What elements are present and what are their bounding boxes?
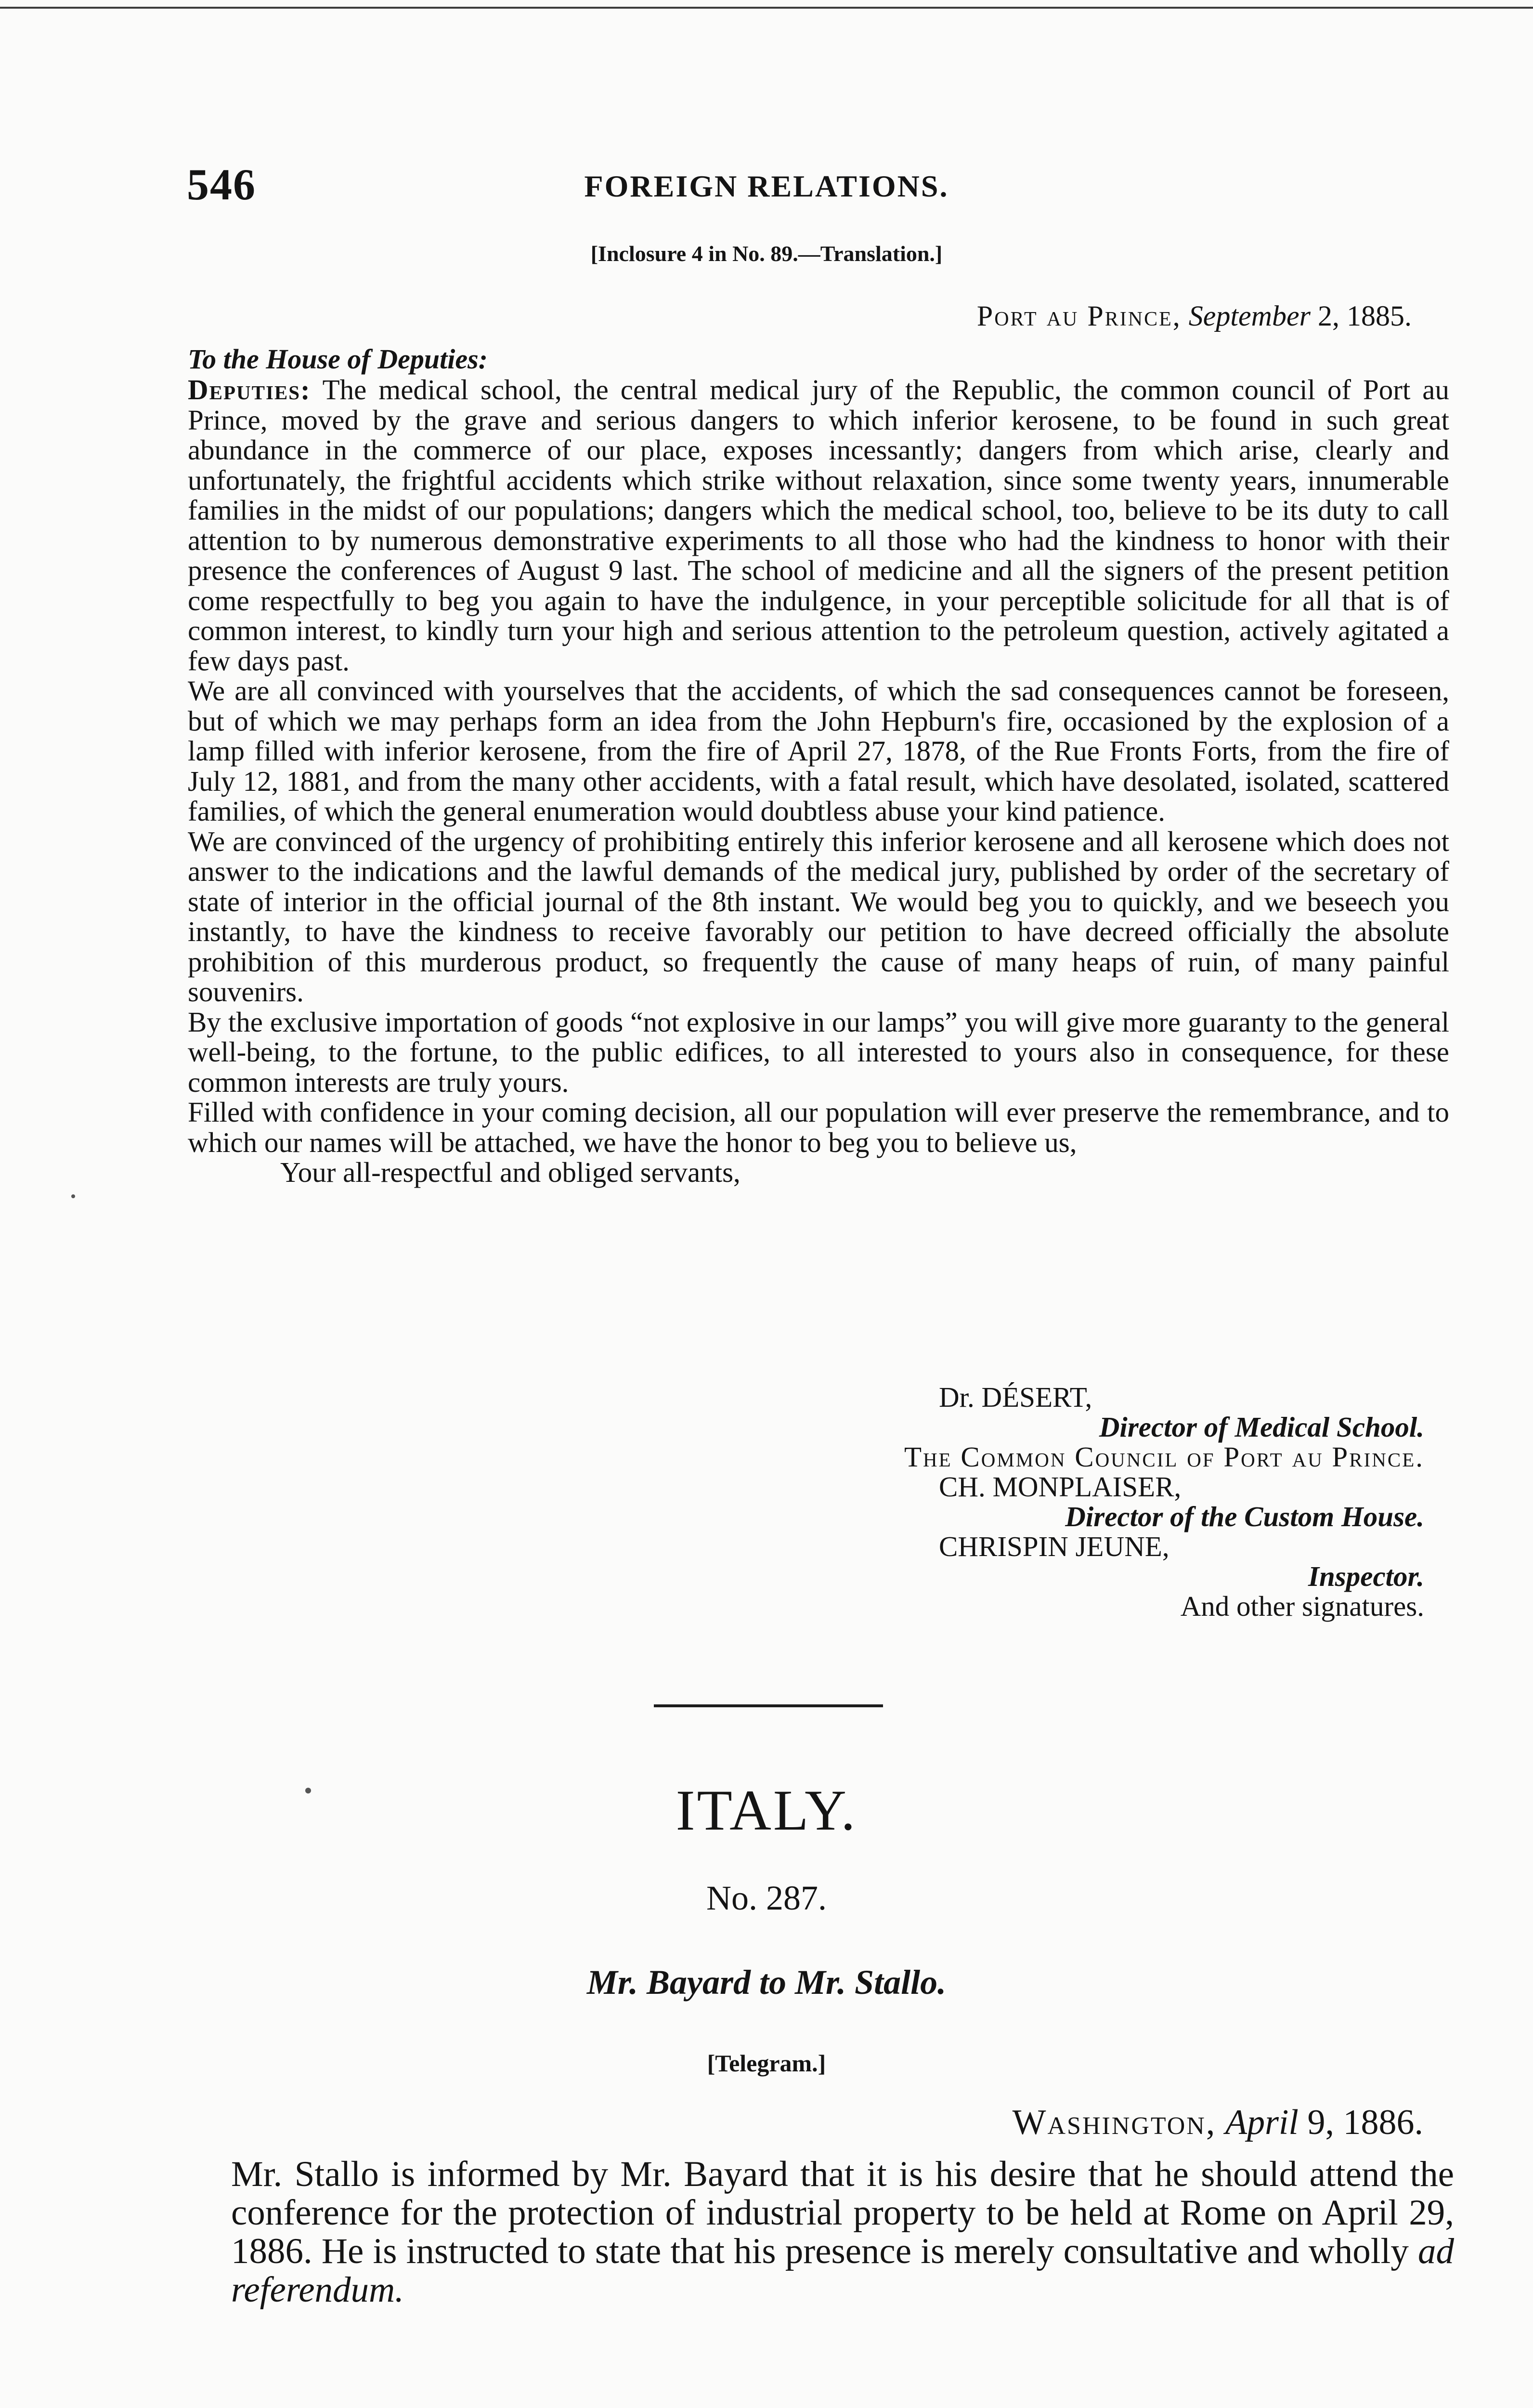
telegram-text bbox=[231, 2155, 1454, 2309]
section-title: ITALY. bbox=[676, 1778, 857, 1842]
paragraph-4: By the exclusive importation of goods “not explosive in our lamps” you will give more guaranty to the general well-being, to the fortune, to the public edifices, to all interested to yours also in consequence, for these common interests are truly yours. bbox=[188, 1006, 1449, 1098]
signature-desert-title: Director of Medical School. bbox=[1099, 1411, 1424, 1443]
closing-line: Your all-respectful and obliged servants, bbox=[280, 1156, 741, 1188]
letter-body bbox=[188, 375, 1449, 1188]
document-heading: Mr. Bayard to Mr. Stallo. bbox=[586, 1963, 947, 2002]
paragraph-3: We are convinced of the urgency of prohibiting entirely this inferior kerosene and all kerosene which does not answer to the indications and the lawful demands of the medical jury, published by order of the secretary of state of interior in the official journal of the 8th instant. We would beg you to quickly, and we beseech you instantly, to have the kindness to receive favorably our petition to have decreed officially the absolute prohibition of this murderous product, so frequently the cause of many heaps of ruin, of many painful souvenirs. bbox=[188, 825, 1449, 1008]
running-head: FOREIGN RELATIONS. bbox=[584, 169, 949, 203]
telegram-text-italic: ad referendum. bbox=[231, 2231, 1454, 2310]
paragraph-2: We are all convinced with yourselves that the accidents, of which the sad consequences cannot be foreseen, but of which we may perhaps form an idea from the John Hepburn's fire, occasioned by the explosion of a lamp filled with inferior kerosene, from the fire of April 27, 1878, of the Rue Fronts Forts, from the fire of July 12, 1881, and from the many other accidents, with a fatal result, which have desolated, isolated, scattered families, of which the general enumeration would doubtless abuse your kind patience. bbox=[188, 675, 1449, 827]
dateline-rest: 2, 1885. bbox=[1311, 300, 1412, 332]
telegram-text-main: Mr. Stallo is informed by Mr. Bayard that it is his desire that he should attend the conference for the protection of industrial property to be held at Rome on April 29, 1886. He is instructed to state that his presence is merely consultative and wholly bbox=[231, 2154, 1454, 2271]
dateline-place: Port au Prince, bbox=[976, 300, 1182, 332]
telegram-dateline-rest: 9, 1886. bbox=[1299, 2103, 1423, 2142]
document-number: No. 287. bbox=[706, 1879, 827, 1917]
letter-dateline bbox=[977, 300, 1412, 333]
telegram-dateline bbox=[1013, 2102, 1423, 2143]
document-type: [Telegram.] bbox=[707, 2050, 826, 2077]
inclosure-note: [Inclosure 4 in No. 89.—Translation.] bbox=[590, 241, 943, 266]
telegram-dateline-date: April bbox=[1225, 2103, 1299, 2142]
signature-others: And other signatures. bbox=[1180, 1590, 1424, 1622]
top-border-rule bbox=[0, 7, 1533, 9]
section-divider bbox=[654, 1704, 883, 1707]
signature-council: The Common Council of Port au Prince. bbox=[904, 1441, 1424, 1473]
dateline-date: September bbox=[1188, 300, 1311, 332]
paragraph-1 bbox=[188, 375, 1449, 676]
telegram-dateline-place: Washington, bbox=[1012, 2103, 1217, 2142]
paragraph-1-text: The medical school, the central medical jury of the Republic, the common council of Port au Prince, moved by the grave and serious dangers to which inferior kerosene, to be found in such great abundance in the commerce of our place, exposes incessantly; dangers from which arise, clearly and unfortunately, the frightful accidents which strike without relaxation, since some twenty years, innumerable families in the midst of our populations; dangers which the medical school, too, believe to be its duty to call attention to by numerous demonstrative experiments to all those who had the kindness to honor with their presence the conferences of August 9 last. The school of medicine and all the signers of the present petition come respectfully to beg you again to have the indulgence, in your perceptible solicitude for all that is of common interest, to kindly turn your high and serious attention to the petroleum question, actively agitated a few days past. bbox=[188, 374, 1449, 677]
signature-jeune-name: CHRISPIN JEUNE, bbox=[939, 1531, 1169, 1562]
signature-desert-name: Dr. DÉSERT, bbox=[939, 1381, 1092, 1413]
signature-monplaiser-title: Director of the Custom House. bbox=[1065, 1501, 1424, 1532]
paragraph-5: Filled with confidence in your coming decision, all our population will ever preserve the remembrance, and to which our names will be attached, we have the honor to beg you to believe us, bbox=[188, 1096, 1449, 1158]
print-speck bbox=[71, 1194, 75, 1198]
salutation: To the House of Deputies: bbox=[188, 343, 488, 375]
page-number: 546 bbox=[187, 160, 256, 209]
lead-word: Deputies: bbox=[188, 374, 311, 406]
signature-jeune-title: Inspector. bbox=[1308, 1560, 1424, 1592]
print-speck bbox=[305, 1788, 311, 1793]
signature-monplaiser-name: CH. MONPLAISER, bbox=[939, 1471, 1182, 1503]
